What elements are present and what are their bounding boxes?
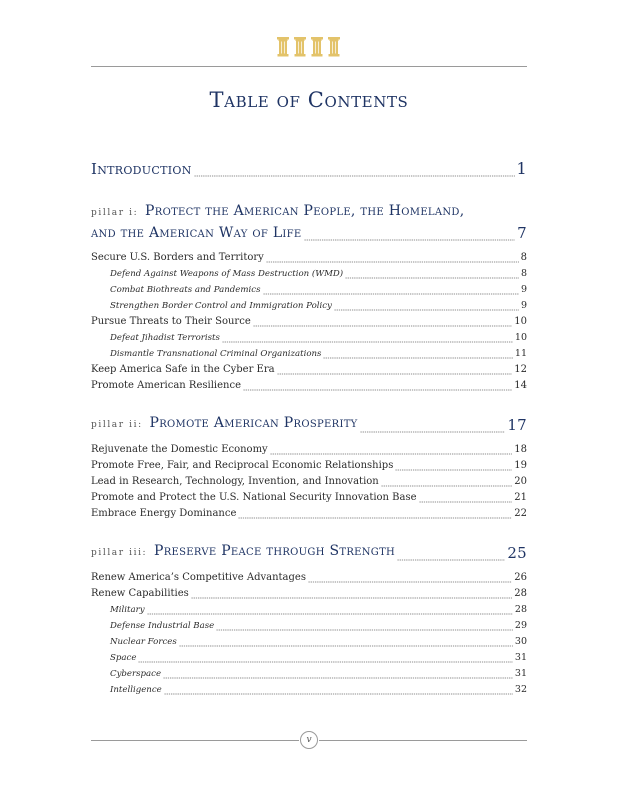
dot-leader [277, 373, 513, 375]
pillar-2-title-line [91, 414, 527, 436]
dot-leader [216, 629, 513, 631]
pillar-3-heading[interactable] [91, 542, 527, 564]
pillar-2-entries [91, 442, 527, 522]
toc-entry-label: Pursue Threats to Their Source [91, 316, 251, 327]
toc-entry-label: Introduction [91, 160, 192, 178]
toc-entry-label: Rejuvenate the Domestic Economy [91, 444, 268, 455]
toc-subentry[interactable] [91, 666, 527, 682]
toc-entry[interactable] [91, 378, 527, 394]
toc-entry-page: 28 [514, 588, 527, 599]
toc-entry-page: 9 [520, 300, 527, 311]
toc-entry-page: 12 [514, 364, 527, 375]
toc-entry-label: Space [110, 653, 137, 663]
dot-leader [238, 517, 512, 519]
toc-entry-page: 32 [514, 684, 527, 695]
toc-entry-page: 20 [514, 476, 527, 487]
dot-leader [304, 239, 516, 241]
pillar-3-tag: pillar iii: [91, 548, 148, 558]
dot-leader [395, 469, 512, 471]
dot-leader [147, 613, 513, 615]
toc-entry-page: 19 [514, 460, 527, 471]
toc-subentry[interactable] [91, 634, 527, 650]
footer-rule-left [91, 740, 299, 741]
dot-leader [360, 431, 506, 433]
toc-entry[interactable] [91, 458, 527, 474]
dot-leader [263, 293, 519, 295]
toc-entry-label: Embrace Energy Dominance [91, 508, 237, 519]
toc-entry-label: Renew America’s Competitive Advantages [91, 572, 306, 583]
toc-entry-label: Defend Against Weapons of Mass Destruction (WMD) [110, 269, 344, 279]
toc-entry-label: Defeat Jihadist Terrorists [110, 333, 220, 343]
four-columns-icon [275, 36, 343, 58]
dot-leader [308, 581, 512, 583]
dot-leader [191, 597, 512, 599]
toc-entry-label: Strengthen Border Control and Immigration Policy [110, 301, 332, 311]
dot-leader [253, 325, 513, 327]
toc-entry[interactable] [91, 442, 527, 458]
header-rule [91, 66, 527, 67]
pillar-1-title: Protect the American People, the Homeland, [145, 203, 465, 219]
dot-leader [323, 357, 512, 359]
toc-entry-page: 26 [514, 572, 527, 583]
pillar-3-page: 25 [507, 544, 527, 562]
dot-leader [243, 389, 512, 391]
toc-entry-page: 18 [514, 444, 527, 455]
toc-entry-page: 11 [514, 348, 527, 359]
dot-leader [381, 485, 513, 487]
toc-entry[interactable] [91, 314, 527, 330]
toc-entry-label: Secure U.S. Borders and Territory [91, 252, 264, 263]
toc-entry-page: 21 [514, 492, 527, 503]
pillar-3-title: Preserve Peace through Strength [153, 543, 396, 559]
toc-subentry[interactable] [91, 346, 527, 362]
pillar-2-title: Promote American Prosperity [149, 415, 358, 431]
toc-entry-label: Intelligence [110, 685, 162, 695]
toc-entry[interactable] [91, 362, 527, 378]
toc-entry-page: 31 [514, 652, 527, 663]
toc-subentry[interactable] [91, 682, 527, 698]
dot-leader [179, 645, 513, 647]
toc-entry-label: Lead in Research, Technology, Invention, and Innovation [91, 476, 379, 487]
toc-entry[interactable] [91, 586, 527, 602]
toc-entry-label: Renew Capabilities [91, 588, 189, 599]
toc-subentry[interactable] [91, 282, 527, 298]
toc-entry-page: 10 [514, 332, 527, 343]
toc-entry-page: 9 [520, 284, 527, 295]
pillar-2-tag: pillar ii: [91, 420, 143, 430]
toc-entry[interactable] [91, 506, 527, 522]
toc-entry-label: Military [110, 605, 145, 615]
pillar-1-title-cont: and the American Way of Life [91, 225, 302, 241]
toc-subentry[interactable] [91, 618, 527, 634]
page-title: Table of Contents [209, 88, 409, 112]
toc-entry-page: 14 [514, 380, 527, 391]
dot-leader [345, 277, 519, 279]
dot-leader [222, 341, 513, 343]
dot-leader [266, 261, 519, 263]
toc-entry-page: 8 [520, 268, 527, 279]
pillar-1-page: 7 [517, 224, 527, 242]
footer-rule-right [319, 740, 527, 741]
toc-entry-page: 30 [514, 636, 527, 647]
pillar-3-entries [91, 570, 527, 698]
toc-entry-page: 28 [514, 604, 527, 615]
pillar-2-title-wrap [91, 412, 358, 436]
dot-leader [163, 677, 513, 679]
toc-subentry[interactable] [91, 298, 527, 314]
dot-leader [194, 175, 515, 177]
toc-entry[interactable] [91, 490, 527, 506]
pillar-1-tag: pillar i: [91, 208, 139, 218]
toc-entry-page: 8 [520, 252, 527, 263]
toc-entry[interactable] [91, 250, 527, 266]
dot-leader [138, 661, 512, 663]
pillar-1-title-line2 [91, 222, 527, 244]
page-number-badge: v [300, 731, 318, 749]
dot-leader [164, 693, 513, 695]
toc-entry-label: Cyberspace [110, 669, 162, 679]
pillar-3-title-wrap [91, 540, 395, 564]
toc-subentry[interactable] [91, 602, 527, 618]
toc-entry-label: Promote American Resilience [91, 380, 241, 391]
pillar-2-heading[interactable] [91, 414, 527, 436]
toc-entry[interactable] [91, 570, 527, 586]
toc-entry-page: 29 [514, 620, 527, 631]
toc-entry-label: Defense Industrial Base [110, 621, 215, 631]
dot-leader [270, 453, 513, 455]
pillar-1-entries [91, 250, 527, 394]
toc-entry-page: 22 [514, 508, 527, 519]
toc-entry-label: Keep America Safe in the Cyber Era [91, 364, 275, 375]
toc-entry-page: 10 [514, 316, 527, 327]
toc-entry-introduction[interactable] [91, 158, 527, 180]
pillar-2-page: 17 [507, 416, 527, 434]
toc-subentry[interactable] [91, 650, 527, 666]
toc-entry-page: 1 [516, 159, 527, 178]
pillar-1-title-line1 [91, 200, 527, 222]
toc-entry-label: Promote Free, Fair, and Reciprocal Economic Relationships [91, 460, 394, 471]
toc-entry-label: Nuclear Forces [110, 637, 177, 647]
pillar-3-title-line [91, 542, 527, 564]
toc-subentry[interactable] [91, 266, 527, 282]
dot-leader [397, 559, 505, 561]
toc-entry-page: 31 [514, 668, 527, 679]
dot-leader [334, 309, 519, 311]
toc-entry[interactable] [91, 474, 527, 490]
toc-entry-label: Dismantle Transnational Criminal Organizations [110, 349, 322, 359]
dot-leader [419, 501, 513, 503]
toc-entry-label: Combat Biothreats and Pandemics [110, 285, 261, 295]
toc-list [91, 158, 527, 698]
pillar-1-heading[interactable] [91, 200, 527, 244]
toc-entry-label: Promote and Protect the U.S. National Security Innovation Base [91, 492, 417, 503]
toc-subentry[interactable] [91, 330, 527, 346]
